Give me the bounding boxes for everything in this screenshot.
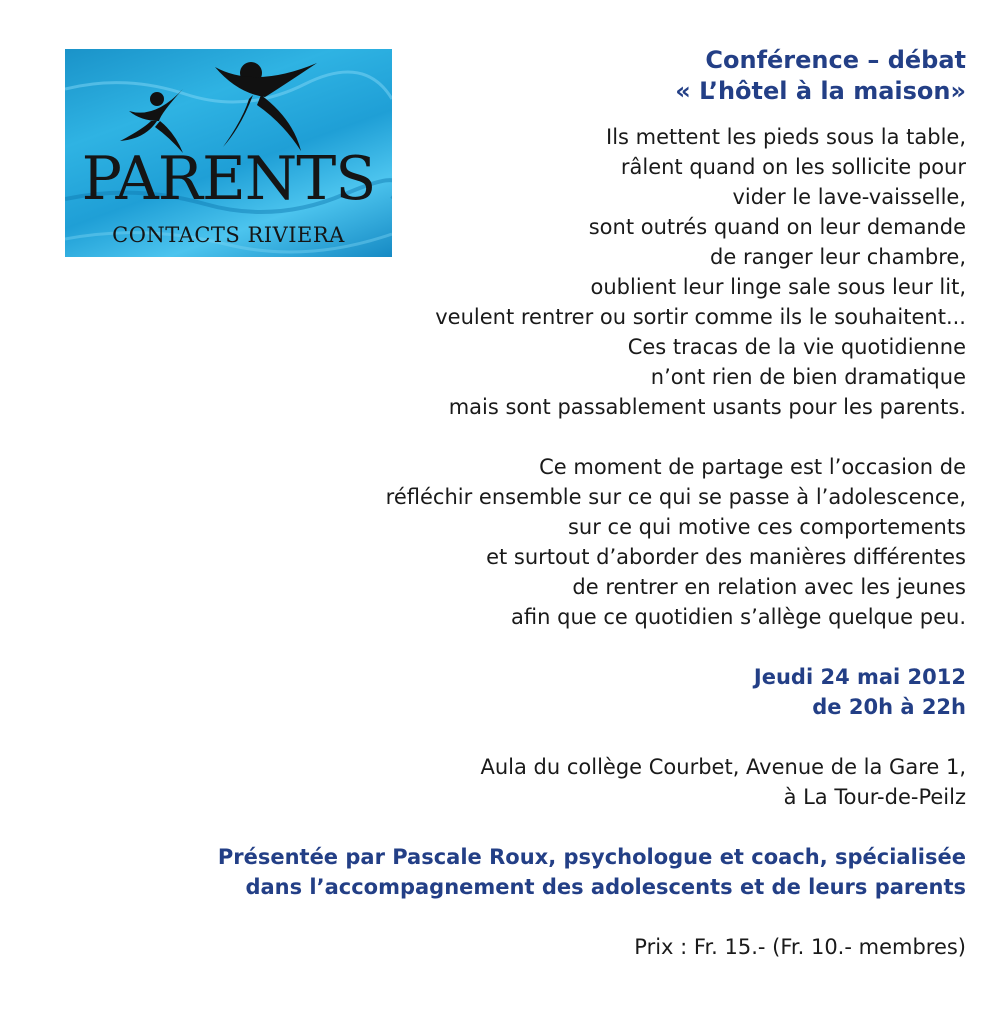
paragraph-line: Ils mettent les pieds sous la table, [606, 125, 966, 149]
event-date: Jeudi 24 mai 2012 [753, 665, 966, 689]
presenter-line-1: Présentée par Pascale Roux, psychologue et coach, spécialisée [217, 845, 966, 869]
logo-main-text: PARENTS [81, 144, 376, 214]
paragraph-line: Ces tracas de la vie quotidienne [627, 335, 966, 359]
location-line-2: à La Tour-de-Peilz [783, 785, 966, 809]
paragraph-line: de rentrer en relation avec les jeunes [572, 575, 966, 599]
paragraph-line: et surtout d’aborder des manières différentes [486, 545, 966, 569]
paragraph-line: râlent quand on les sollicite pour [620, 155, 966, 179]
paragraph-line: veulent rentrer ou sortir comme ils le souhaitent... [435, 305, 966, 329]
paragraph-line: sont outrés quand on leur demande [588, 215, 966, 239]
event-time: de 20h à 22h [812, 695, 966, 719]
location-line-1: Aula du collège Courbet, Avenue de la Gare 1, [480, 755, 966, 779]
paragraph-line: n’ont rien de bien dramatique [650, 365, 966, 389]
paragraph-line: afin que ce quotidien s’allège quelque peu. [511, 605, 966, 629]
price: Prix : Fr. 15.- (Fr. 10.- membres) [634, 935, 966, 959]
paragraph-1 [66, 122, 966, 422]
title-line-2: « L’hôtel à la maison» [675, 77, 966, 105]
paragraph-line: réfléchir ensemble sur ce qui se passe à l’adolescence, [385, 485, 966, 509]
paragraph-line: de ranger leur chambre, [710, 245, 966, 269]
title-line-1: Conférence – débat [705, 46, 966, 74]
paragraph-line: Ce moment de partage est l’occasion de [539, 455, 966, 479]
logo-sub-text: CONTACTS RIVIERA [112, 223, 345, 247]
flyer-content [66, 45, 966, 962]
paragraph-line: vider le lave-vaisselle, [732, 185, 966, 209]
paragraph-line: sur ce qui motive ces comportements [567, 515, 966, 539]
paragraph-2 [66, 452, 966, 632]
paragraph-line: mais sont passablement usants pour les parents. [448, 395, 966, 419]
paragraph-line: oublient leur linge sale sous leur lit, [590, 275, 966, 299]
presenter-line-2: dans l’accompagnement des adolescents et de leurs parents [245, 875, 966, 899]
